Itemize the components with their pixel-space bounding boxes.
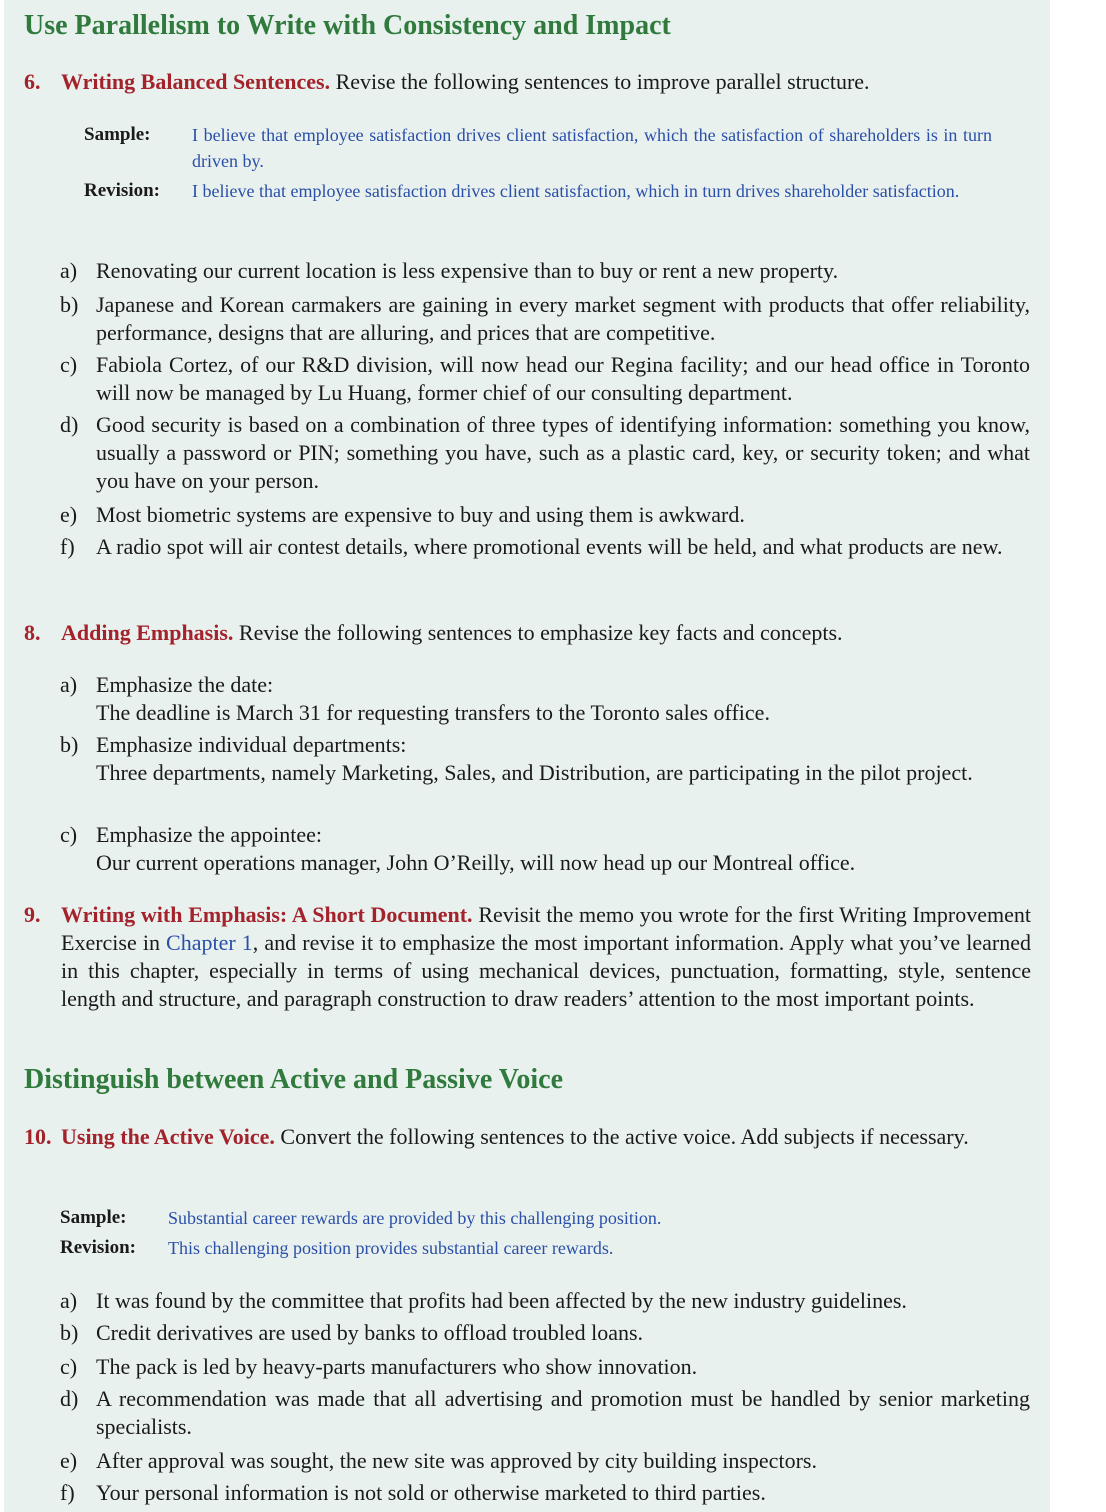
exercise-6-item: A radio spot will air contest details, where promotional events will be held, and what products are new.: [96, 534, 1003, 559]
exercise-8-instruction: Revise the following sentences to emphasize key facts and concepts.: [238, 620, 843, 645]
exercise-10-item: After approval was sought, the new site was approved by city building inspectors.: [96, 1448, 817, 1473]
textbook-page: [4, 0, 1050, 1512]
exercise-10-item-label: e): [60, 1448, 78, 1473]
exercise-6-revision-text: I believe that employee satisfaction drives client satisfaction, which in turn drives shareholder satisfaction.: [192, 181, 960, 201]
exercise-10-sample-text: Substantial career rewards are provided by this challenging position.: [168, 1208, 662, 1228]
exercise-6-item: Japanese and Korean carmakers are gaining in every market segment with products that offer reliability, performance, designs that are alluring, and prices that are competitive.: [96, 292, 1030, 345]
exercise-10-item-label: b): [60, 1320, 79, 1345]
exercise-6-item-label: d): [60, 412, 79, 437]
exercise-10-item-label: c): [60, 1354, 78, 1379]
exercise-6-item-label: f): [60, 534, 75, 559]
exercise-10-prompt: [61, 1123, 1031, 1151]
exercise-8-item-label: c): [60, 822, 78, 847]
exercise-10-instruction: Convert the following sentences to the active voice. Add subjects if necessary.: [280, 1124, 969, 1149]
exercise-9-title: Writing with Emphasis: A Short Document.: [61, 902, 473, 927]
exercise-6-title: Writing Balanced Sentences.: [61, 69, 331, 94]
exercise-10-item-label: d): [60, 1386, 79, 1411]
exercise-8-number: 8.: [24, 620, 41, 645]
exercise-6-item: Good security is based on a combination of three types of identifying information: something you know, usually a password or PIN; something you have, such as a plastic card, key, or security token; and what you have on your person.: [96, 412, 1030, 493]
exercise-10-revision-label: Revision:: [60, 1237, 136, 1258]
exercise-10-item-label: f): [60, 1480, 75, 1505]
section-heading-parallelism: Use Parallelism to Write with Consistency and Impact: [24, 10, 671, 41]
exercise-6-revision-label: Revision:: [84, 180, 160, 201]
exercise-10-item: Your personal information is not sold or otherwise marketed to third parties.: [96, 1480, 766, 1505]
exercise-10-sample-label: Sample:: [60, 1207, 127, 1228]
exercise-9-number: 9.: [24, 902, 41, 927]
exercise-6-item: Most biometric systems are expensive to buy and using them is awkward.: [96, 502, 745, 527]
exercise-8-prompt: [61, 619, 1041, 647]
exercise-8-item-label: b): [60, 732, 79, 757]
exercise-10-item: It was found by the committee that profits had been affected by the new industry guidelines.: [96, 1288, 907, 1313]
exercise-10-number: 10.: [24, 1124, 52, 1149]
exercise-10-revision-text: This challenging position provides substantial career rewards.: [168, 1238, 614, 1258]
exercise-6-item-label: a): [60, 258, 78, 283]
exercise-8-item-sentence: The deadline is March 31 for requesting transfers to the Toronto sales office.: [96, 700, 770, 725]
exercise-8-item-sentence: Our current operations manager, John O’Reilly, will now head up our Montreal office.: [96, 850, 856, 875]
exercise-6-item-label: c): [60, 352, 78, 377]
exercise-6-item: Fabiola Cortez, of our R&D division, will now head our Regina facility; and our head office in Toronto will now be managed by Lu Huang, former chief of our consulting department.: [96, 352, 1030, 405]
exercise-6-item: Renovating our current location is less expensive than to buy or rent a new property.: [96, 258, 839, 283]
exercise-10-item: The pack is led by heavy-parts manufacturers who show innovation.: [96, 1354, 698, 1379]
exercise-6-instruction: Revise the following sentences to improve parallel structure.: [335, 69, 870, 94]
exercise-8-item-label: a): [60, 672, 78, 697]
exercise-9-prompt: Writing with Emphasis: A Short Document. Revisit the memo you wrote for the first Writing Improvement Exercise in Chapter 1, and revise it to emphasize the most important information. Apply what you’ve learned in this chapter, especially in terms of using mechanical devices, punctuation, formatting, style, sentence length and structure, and paragraph construction to draw readers’ attention to the most important points.: [61, 902, 1031, 1011]
exercise-8-item-prompt: Emphasize the appointee:: [96, 822, 323, 847]
exercise-6-item-label: b): [60, 292, 79, 317]
exercise-8-item-prompt: Emphasize individual departments:: [96, 732, 407, 757]
chapter-1-link[interactable]: Chapter 1: [166, 930, 253, 955]
exercise-8-title: Adding Emphasis.: [61, 620, 234, 645]
exercise-6-sample-text: I believe that employee satisfaction drives client satisfaction, which the satisfaction of shareholders is in turn driven by.: [192, 125, 992, 171]
section-heading-voice: Distinguish between Active and Passive Voice: [24, 1064, 564, 1095]
exercise-10-item-label: a): [60, 1288, 78, 1313]
exercise-10-item: Credit derivatives are used by banks to offload troubled loans.: [96, 1320, 644, 1345]
exercise-6-number: 6.: [24, 69, 41, 94]
exercise-6-prompt: [61, 68, 1041, 96]
exercise-6-sample-label: Sample:: [84, 124, 151, 145]
exercise-10-item: A recommendation was made that all advertising and promotion must be handled by senior marketing specialists.: [96, 1386, 1030, 1439]
exercise-10-title: Using the Active Voice.: [61, 1124, 275, 1149]
exercise-8-item-sentence: Three departments, namely Marketing, Sales, and Distribution, are participating in the pilot project.: [96, 760, 973, 785]
exercise-6-item-label: e): [60, 502, 78, 527]
exercise-8-item-prompt: Emphasize the date:: [96, 672, 274, 697]
